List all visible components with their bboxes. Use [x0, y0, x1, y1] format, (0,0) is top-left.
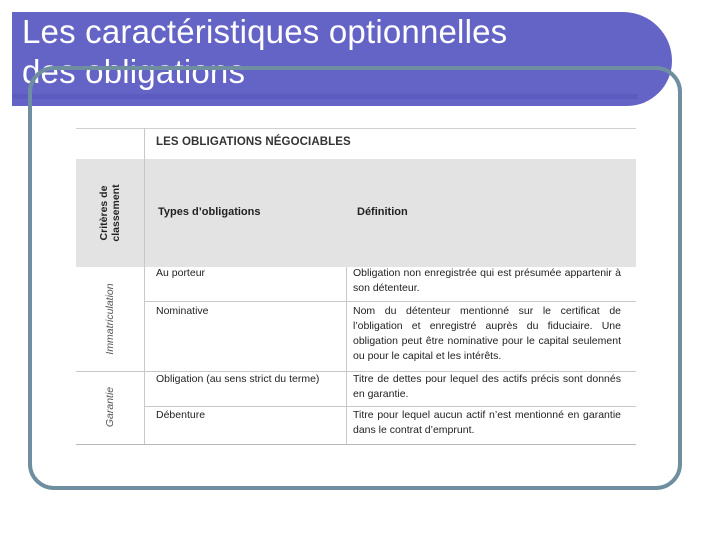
bonds-table — [76, 128, 636, 446]
table-cell-type: Débenture — [156, 409, 206, 421]
table-cell-type: Au porteur — [156, 267, 206, 279]
header-criteria-label: Critères de classement — [98, 184, 122, 242]
header-definition: Définition — [357, 206, 408, 218]
table-cell-definition: Nom du détenteur mentionné sur le certificat de l’obligation et enregistré auprès du fiduciaire. Une obligation peut être nominative pour le capital seulement ou pour le capital et les intérêts. — [353, 305, 621, 362]
table-cell-definition: Titre pour lequel aucun actif n’est mentionné en garantie dans le contrat d’emprunt. — [353, 409, 621, 436]
group-immatriculation — [76, 267, 144, 371]
group-garantie — [76, 371, 144, 444]
table-caption: LES OBLIGATIONS NÉGOCIABLES — [156, 136, 351, 148]
slide-title-line-2: des obligations — [22, 53, 246, 90]
table-cell-type: Nominative — [156, 305, 209, 317]
table-cell-definition: Titre de dettes pour lequel des actifs précis sont donnés en garantie. — [353, 373, 621, 400]
table-cell-type: Obligation (au sens strict du terme) — [156, 373, 320, 385]
table-cell-definition: Obligation non enregistrée qui est présumée appartenir à son détenteur. — [353, 267, 621, 294]
column-divider-definition — [346, 267, 347, 444]
slide-title-line-1: Les caractéristiques optionnelles — [22, 13, 508, 50]
column-divider-criteria — [144, 128, 145, 444]
group-label: Immatriculation — [104, 283, 116, 355]
table-bottom-border — [76, 444, 636, 445]
header-criteria — [76, 159, 144, 267]
table-top-border — [76, 128, 636, 129]
row-divider — [144, 301, 636, 302]
row-divider — [144, 406, 636, 407]
header-type: Types d’obligations — [158, 206, 261, 218]
group-label: Garantie — [104, 386, 116, 428]
